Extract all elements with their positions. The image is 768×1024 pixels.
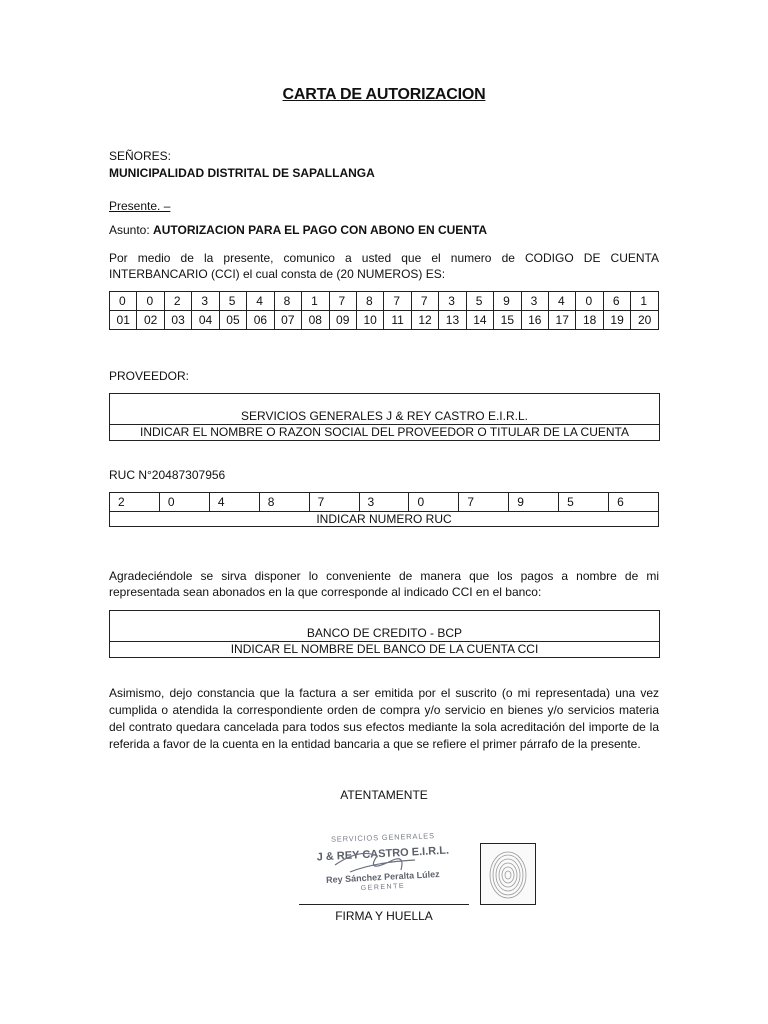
- cci-position-cell: 17: [549, 311, 576, 330]
- signature-label: FIRMA Y HUELLA: [335, 909, 433, 923]
- signature-line: [299, 904, 469, 905]
- presente-label: Presente. –: [109, 199, 171, 213]
- cci-digit-cell: 3: [192, 292, 219, 311]
- cci-position-cell: 06: [247, 311, 274, 330]
- salutation: SEÑORES:: [109, 149, 172, 163]
- cci-position-cell: 10: [356, 311, 383, 330]
- cci-position-cell: 03: [164, 311, 191, 330]
- thumbprint-box: [480, 843, 536, 905]
- cci-digit-cell: 9: [494, 292, 521, 311]
- asimismo-paragraph: Asimismo, dejo constancia que la factura a ser emitida por el suscrito (o mi representada) una vez cumplida o atendida la correspondiente orden de compra y/o servicio en bienes y/o servicios materia del contrato quedara cancelada para todos sus efectos mediante la sola acreditación del importe de la referida a favor de la cuenta en la entidad bancaria a que se refiere el primer párrafo de la presente.: [109, 686, 659, 751]
- ruc-digit-cell: 6: [609, 493, 659, 512]
- company-stamp: [305, 830, 460, 895]
- cci-digit-cell: 3: [521, 292, 548, 311]
- banco-name: BANCO DE CREDITO - BCP: [306, 626, 463, 640]
- cci-position-cell: 11: [384, 311, 411, 330]
- cci-digit-cell: 6: [603, 292, 630, 311]
- cci-positions-row: [110, 311, 659, 330]
- ruc-digit-cell: 7: [309, 493, 359, 512]
- ruc-table: [109, 492, 659, 527]
- proveedor-box: [109, 393, 660, 441]
- cci-digit-cell: 7: [411, 292, 438, 311]
- cci-digit-cell: 3: [439, 292, 466, 311]
- cci-position-cell: 16: [521, 311, 548, 330]
- cci-digit-cell: 4: [549, 292, 576, 311]
- ruc-label: RUC N°20487307956: [109, 468, 226, 482]
- ruc-digit-cell: 3: [359, 493, 409, 512]
- cci-digit-cell: 0: [576, 292, 603, 311]
- cci-digit-cell: 7: [384, 292, 411, 311]
- stamp-line3: Rey Sánchez Peralta Lúlez: [325, 869, 440, 885]
- cci-position-cell: 02: [137, 311, 164, 330]
- cci-digit-cell: 8: [356, 292, 383, 311]
- cci-digit-cell: 5: [466, 292, 493, 311]
- ruc-digit-cell: 0: [409, 493, 459, 512]
- cci-digit-cell: 7: [329, 292, 356, 311]
- stamp-line4: GERENTE: [360, 882, 406, 893]
- cci-position-cell: 19: [603, 311, 630, 330]
- proveedor-label: PROVEEDOR:: [109, 369, 190, 383]
- cci-digits-row: [110, 292, 659, 311]
- cci-digit-cell: 5: [219, 292, 246, 311]
- ruc-digit-cell: 9: [509, 493, 559, 512]
- cci-digit-cell: 1: [302, 292, 329, 311]
- banco-hint: INDICAR EL NOMBRE DEL BANCO DE LA CUENTA CCI: [110, 641, 659, 657]
- cci-digit-cell: 0: [110, 292, 137, 311]
- document-title: CARTA DE AUTORIZACION: [282, 86, 486, 103]
- cci-digit-cell: 2: [164, 292, 191, 311]
- proveedor-hint: INDICAR EL NOMBRE O RAZON SOCIAL DEL PROVEEDOR O TITULAR DE LA CUENTA: [110, 424, 659, 440]
- recipient-name: MUNICIPALIDAD DISTRITAL DE SAPALLANGA: [109, 166, 375, 180]
- proveedor-name: SERVICIOS GENERALES J & REY CASTRO E.I.R.L.: [241, 409, 528, 423]
- cci-position-cell: 01: [110, 311, 137, 330]
- cci-position-cell: 05: [219, 311, 246, 330]
- cci-position-cell: 07: [274, 311, 301, 330]
- ruc-hint: INDICAR NUMERO RUC: [110, 512, 659, 527]
- stamp-line2: J & REY CASTRO E.I.R.L.: [316, 844, 450, 864]
- cci-digit-cell: 0: [137, 292, 164, 311]
- asunto-line: [109, 222, 659, 238]
- cci-position-cell: 12: [411, 311, 438, 330]
- intro-paragraph: Por medio de la presente, comunico a usted que el numero de CODIGO DE CUENTA INTERBANCARIO (CCI) el cual consta de (20 NUMEROS) ES:: [109, 251, 659, 281]
- asunto-label: Asunto:: [109, 223, 150, 237]
- ruc-digit-cell: 0: [159, 493, 209, 512]
- cci-position-cell: 18: [576, 311, 603, 330]
- asunto-text: AUTORIZACION PARA EL PAGO CON ABONO EN CUENTA: [153, 223, 488, 237]
- cci-position-cell: 04: [192, 311, 219, 330]
- cci-position-cell: 14: [466, 311, 493, 330]
- closing-text: ATENTAMENTE: [340, 788, 428, 802]
- ruc-digit-cell: 7: [459, 493, 509, 512]
- ruc-digit-cell: 2: [110, 493, 160, 512]
- banco-box: [109, 610, 660, 658]
- ruc-digit-cell: 5: [559, 493, 609, 512]
- cci-table: [109, 291, 659, 330]
- cci-position-cell: 20: [631, 311, 659, 330]
- cci-position-cell: 15: [494, 311, 521, 330]
- cci-position-cell: 08: [302, 311, 329, 330]
- ruc-digits-row: [110, 493, 659, 512]
- cci-position-cell: 13: [439, 311, 466, 330]
- ruc-digit-cell: 4: [209, 493, 259, 512]
- cci-digit-cell: 8: [274, 292, 301, 311]
- stamp-line1: SERVICIOS GENERALES: [330, 831, 435, 844]
- cci-digit-cell: 4: [247, 292, 274, 311]
- agradecimiento-paragraph: Agradeciéndole se sirva disponer lo conveniente de manera que los pagos a nombre de mi representada sean abonados en la que corresponde al indicado CCI en el banco:: [109, 569, 659, 599]
- ruc-digit-cell: 8: [259, 493, 309, 512]
- thumbprint-icon: [481, 844, 535, 904]
- cci-digit-cell: 1: [631, 292, 659, 311]
- cci-position-cell: 09: [329, 311, 356, 330]
